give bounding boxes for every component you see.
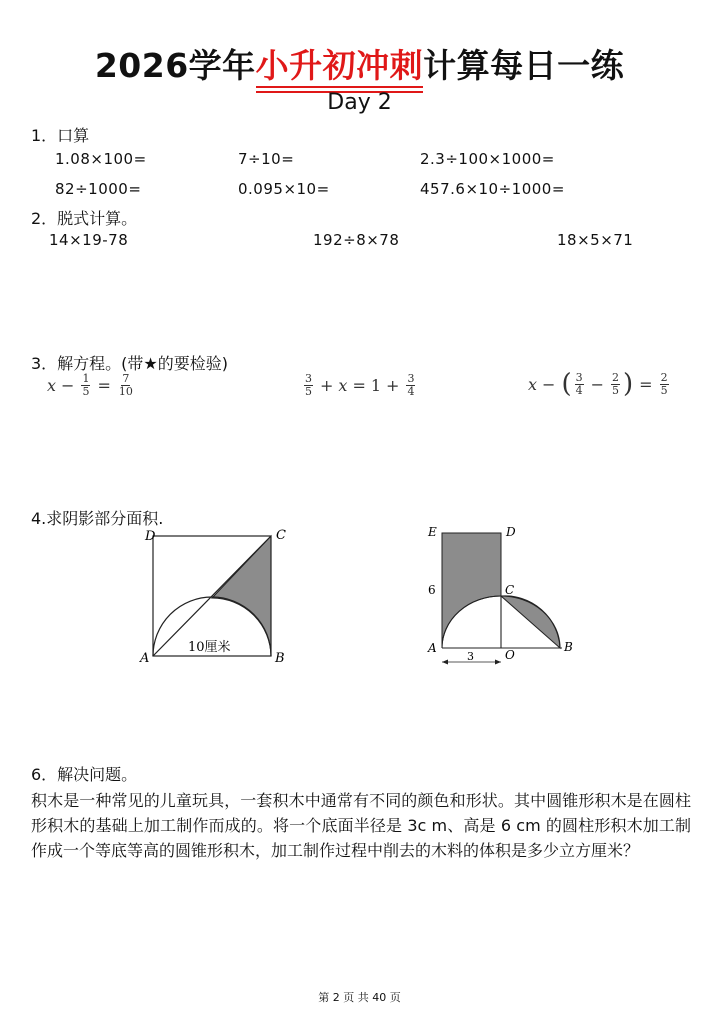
q1-item: 7÷10= [238, 150, 295, 168]
label-c: C [276, 528, 286, 543]
fraction: $\frac{3}{5}$ [305, 372, 312, 398]
label-b: B [564, 640, 573, 654]
page-subtitle: Day 2 [327, 90, 392, 115]
length-label: 10厘米 [188, 640, 231, 655]
label-d: D [506, 525, 516, 539]
figure-rect-semicircle [420, 520, 585, 665]
label-o: O [505, 648, 515, 662]
fraction: $\frac{2}{5}$ [612, 370, 619, 397]
label-a: A [140, 651, 150, 666]
q2-item: 192÷8×78 [313, 231, 400, 249]
q6-heading: 6．解决问题。 [31, 765, 138, 784]
title-suffix: 计算每日一练 [423, 46, 625, 85]
q1-item: 457.6×10÷1000= [420, 180, 565, 198]
q2-heading: 2．脱式计算。 [31, 209, 138, 228]
label-b: B [275, 651, 285, 666]
q1-item: 0.095×10= [238, 180, 330, 198]
title-highlight: 小升初冲刺 [256, 46, 424, 88]
title-prefix: 2026学年 [94, 46, 256, 85]
equation-3: x − ( $\frac{3}{4}$ − $\frac{2}{5}$ ) = $\frac{2}{5}$ [528, 369, 668, 399]
page-footer: 第 2 页 共 40 页 [318, 991, 401, 1004]
label-e: E [428, 525, 437, 539]
fraction: $\frac{3}{4}$ [575, 370, 583, 397]
q1-item: 1.08×100= [55, 150, 147, 168]
q2-item: 14×19-78 [49, 231, 129, 249]
shaded-upper-region [442, 533, 501, 648]
equation-2: $\frac{3}{5}$ + x = 1 + $\frac{3}{4}$ [305, 372, 415, 398]
q1-item: 2.3÷100×1000= [420, 150, 555, 168]
shaded-region [212, 536, 271, 656]
q1-item: 82÷1000= [55, 180, 142, 198]
page-title [0, 40, 719, 87]
fraction: $\frac{2}{5}$ [660, 370, 668, 397]
label-c: C [505, 583, 515, 597]
q6-problem-text: 积木是一种常见的儿童玩具，一套积木中通常有不同的颜色和形状。其中圆锥形积木是在圆柱形积木的基础上加工制作而成的。将一个底面半径是 3c m、高是 6 cm 的圆柱形积木加工制作成一个等底等高的圆锥形积木，加工制作过程中削去的木料的体积是多少立方厘米？ [31, 791, 691, 860]
label-radius: 3 [467, 650, 474, 663]
figure-square-semicircle [130, 520, 300, 670]
q2-item: 18×5×71 [557, 231, 634, 249]
equation-1: x − $\frac{1}{5}$ = $\frac{7}{10}$ [47, 372, 133, 398]
shaded-right-region [501, 596, 560, 648]
label-d: D [145, 529, 156, 544]
q4-heading: 4.求阴影部分面积. [31, 509, 164, 528]
fraction: $\frac{7}{10}$ [118, 372, 133, 398]
fraction: $\frac{3}{4}$ [407, 372, 415, 398]
q3-heading: 3．解方程。(带★的要检验) [31, 354, 229, 373]
fraction: $\frac{1}{5}$ [82, 372, 90, 398]
label-height: 6 [428, 583, 436, 597]
q1-heading: 1．口算 [31, 126, 90, 145]
label-a: A [428, 641, 437, 655]
